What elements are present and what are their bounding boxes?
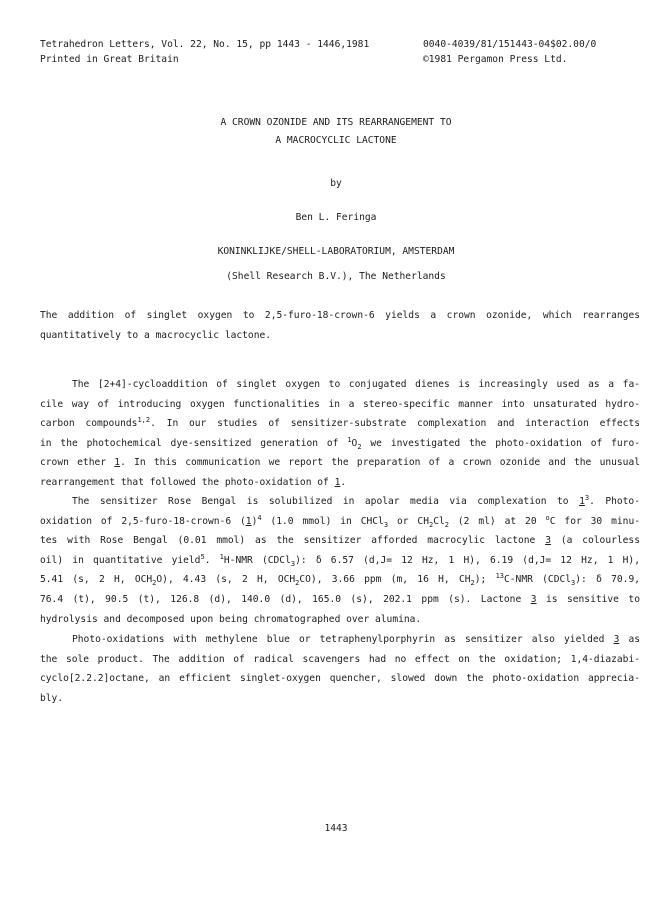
printed-in: Printed in Great Britain (40, 54, 179, 65)
p2-line: tes with Rose Bengal (0.01 mmol) as the sensitizer afforded macrocylic lactone 3 (a colourless (40, 535, 640, 547)
copyright: ©1981 Pergamon Press Ltd. (423, 54, 568, 65)
p1-line: The [2+4]-cycloaddition of singlet oxygen to conjugated dienes is increasingly used as a fa- (72, 379, 640, 390)
compound-ref: 1 (579, 496, 585, 507)
compound-ref: 1 (334, 476, 341, 488)
paragraph-3 (40, 630, 640, 708)
author-name: Ben L. Feringa (295, 212, 377, 223)
institution: KONINKLIJKE/SHELL-LABORATORIUM, AMSTERDAM (217, 246, 455, 257)
compound-ref: 3 (545, 535, 551, 547)
p1-line: in the photochemical dye-sensitized generation of $^1O_2$ we investigated the photo-oxidation of furo- (40, 435, 640, 451)
compound-ref: 3 (530, 593, 537, 605)
p1-line: carbon compounds$^{1,2}$. In our studies of sensitizer-substrate complexation and interaction effects (40, 416, 640, 430)
page-number: 1443 (324, 823, 348, 834)
p2-line: oxidation of 2,5-furo-18-crown-6 $(1)^4$ (1.0 mmol) in CHCl$_3$ or $CH_2Cl_2$ (2 ml) at 20 $^o$C for 30 minu- (40, 513, 640, 529)
p3-line: Photo-oxidations with methylene blue or tetraphenylporphyrin as sensitizer also yielded 3 as (72, 634, 640, 645)
title-line-1: A CROWN OZONIDE AND ITS REARRANGEMENT TO (220, 117, 452, 128)
byline-by: by (330, 178, 342, 189)
p1-line: cile way of introducing oxygen functionalities in a stereo-specific manner into unsaturated hydro- (40, 398, 640, 410)
p3-line: bly. (40, 692, 64, 704)
paragraph-1 (40, 375, 640, 493)
p2-line: oil) in quantitative yield$^5$. $^1$H-NMR (CDCl$_3$): δ 6.57 (d,J= 12 Hz, 1 H), 6.19 (d,J= 12 Hz, 1 H), (40, 552, 640, 568)
p1-line: crown ether 1. In this communication we report the preparation of a crown ozonide and the unusual (40, 457, 640, 469)
compound-ref: 3 (613, 634, 620, 645)
compound-ref: 1 (245, 515, 252, 527)
abstract (40, 306, 640, 345)
p1-line: rearrangement that followed the photo-oxidation of 1. (40, 476, 347, 488)
journal-citation: Tetrahedron Letters, Vol. 22, No. 15, pp 1443 - 1446,1981 (40, 39, 370, 50)
p2-line: 76.4 (t), 90.5 (t), 126.8 (d), 140.0 (d), 165.0 (s), 202.1 ppm (s). Lactone 3 is sensitive to (40, 593, 640, 605)
p3-line: the sole product. The addition of radical scavengers had no effect on the oxidation; 1,4-diazabi- (40, 653, 640, 665)
compound-ref: 1 (114, 457, 121, 469)
p2-line: 5.41 (s, 2 H, $OCH_2O$), 4.43 (s, 2 H, $OCH_2CO$), 3.66 ppm (m, 16 H, $CH_2$); $^{13}$C-NMR (CDCl$_3$): δ 70.9, (40, 572, 640, 588)
paragraph-2 (40, 492, 640, 629)
p3-line: cyclo[2.2.2]octane, an efficient singlet-oxygen quencher, slowed down the photo-oxidation apprecia- (40, 673, 640, 685)
p2-line: hydrolysis and decomposed upon being chromatographed over alumina. (40, 613, 422, 625)
title-line-2: A MACROCYCLIC LACTONE (275, 135, 397, 146)
article-code: 0040-4039/81/151443-04$02.00/0 (423, 39, 597, 50)
p2-line: The sensitizer Rose Bengal is solubilized in apolar media via complexation to $1^3$. Photo- (72, 494, 640, 507)
abstract-line: quantitatively to a macrocyclic lactone. (40, 329, 272, 341)
institution-address: (Shell Research B.V.), The Netherlands (226, 271, 446, 282)
abstract-line: The addition of singlet oxygen to 2,5-furo-18-crown-6 yields a crown ozonide, which rearranges (40, 310, 640, 321)
